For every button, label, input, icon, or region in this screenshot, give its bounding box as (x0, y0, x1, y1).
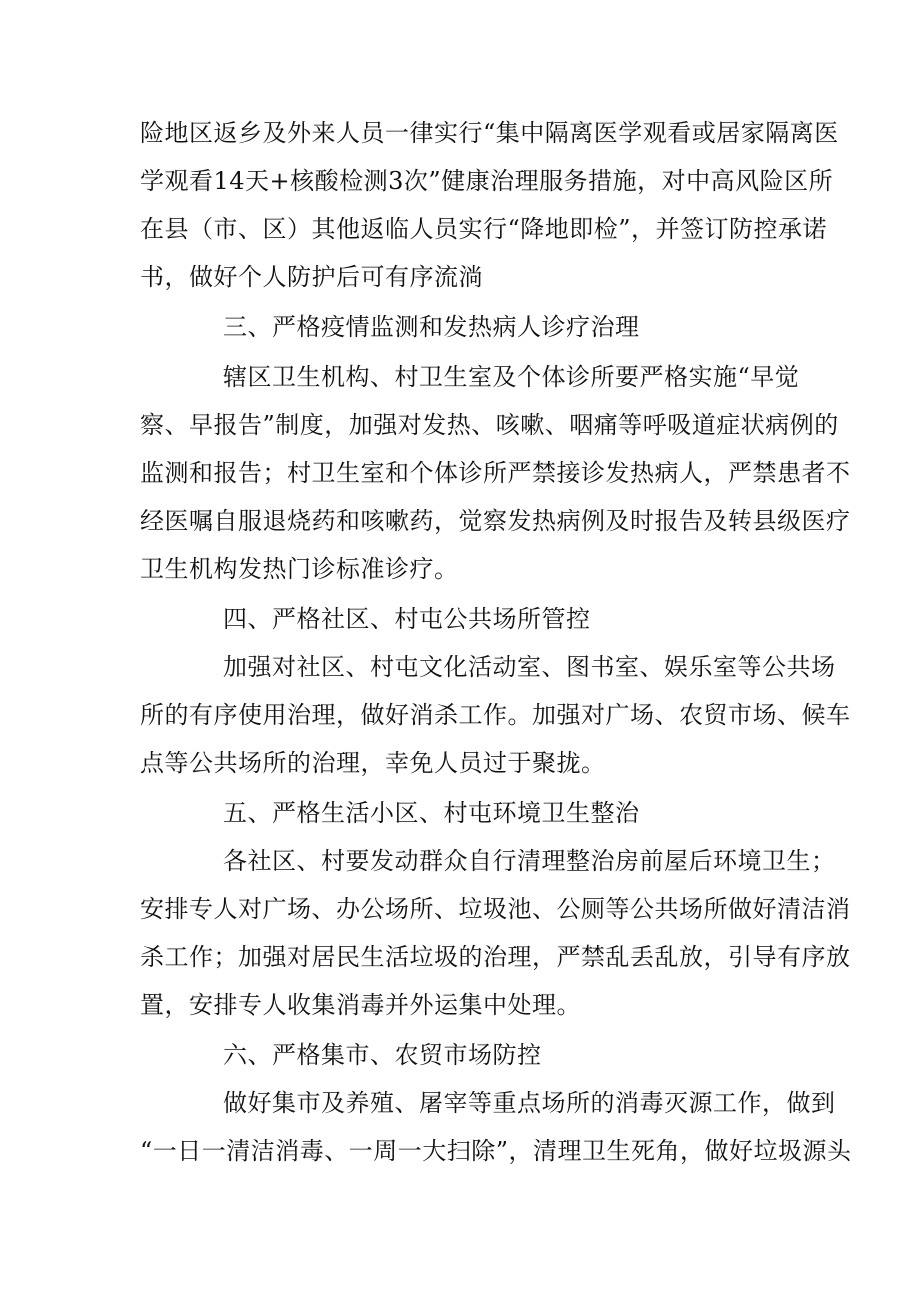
section-heading: 三、严格疫情监测和发热病人诊疗治理 (223, 313, 640, 341)
section-heading: 六、严格集市、农贸市场防控 (223, 1041, 542, 1069)
paragraph-line: 经医嘱自服退烧药和咳嗽药，觉察发热病例及时报告及转县级医疗 (140, 507, 851, 535)
section-heading: 五、严格生活小区、村屯环境卫生整治 (223, 799, 640, 827)
paragraph-line: “一日一清洁消毒、一周一大扫除”，清理卫生死角，做好垃圾源头 (140, 1137, 852, 1165)
paragraph-line: 监测和报告；村卫生室和个体诊所严禁接诊发热病人，严禁患者不 (140, 459, 851, 487)
section-heading: 四、严格社区、村屯公共场所管控 (223, 605, 591, 633)
paragraph-line: 书，做好个人防护后可有序流淌 (140, 263, 483, 291)
paragraph-line: 置，安排专人收集消毒并外运集中处理。 (140, 991, 581, 1019)
paragraph-line: 察、早报告”制度，加强对发热、咳嗽、咽痛等呼吸道症状病例的 (140, 411, 839, 439)
paragraph-line: 所的有序使用治理，做好消杀工作。加强对广场、农贸市场、候车 (140, 701, 851, 729)
paragraph-line: 险地区返乡及外来人员一律实行“集中隔离医学观看或居家隔离医 (140, 119, 839, 147)
paragraph-line: 安排专人对广场、办公场所、垃圾池、公厕等公共场所做好清洁消 (140, 895, 851, 923)
paragraph-line: 做好集市及养殖、屠宰等重点场所的消毒灭源工作，做到 (223, 1089, 836, 1117)
paragraph-line: 杀工作；加强对居民生活垃圾的治理，严禁乱丢乱放，引导有序放 (140, 943, 851, 971)
paragraph-line: 加强对社区、村屯文化活动室、图书室、娱乐室等公共场 (223, 653, 836, 681)
paragraph-line: 点等公共场所的治理，幸免人员过于聚拢。 (140, 749, 606, 777)
paragraph-line: 在县（市、区）其他返临人员实行“降地即检”，并签订防控承诺 (140, 215, 828, 243)
paragraph-line: 学观看14天+核酸检测3次”健康治理服务措施，对中高风险区所 (140, 167, 834, 195)
paragraph-line: 卫生机构发热门诊标准诊疗。 (140, 555, 459, 583)
paragraph-line: 辖区卫生机构、村卫生室及个体诊所要严格实施“早觉 (223, 363, 800, 391)
paragraph-line: 各社区、村要发动群众自行清理整治房前屋后环境卫生； (223, 847, 836, 875)
